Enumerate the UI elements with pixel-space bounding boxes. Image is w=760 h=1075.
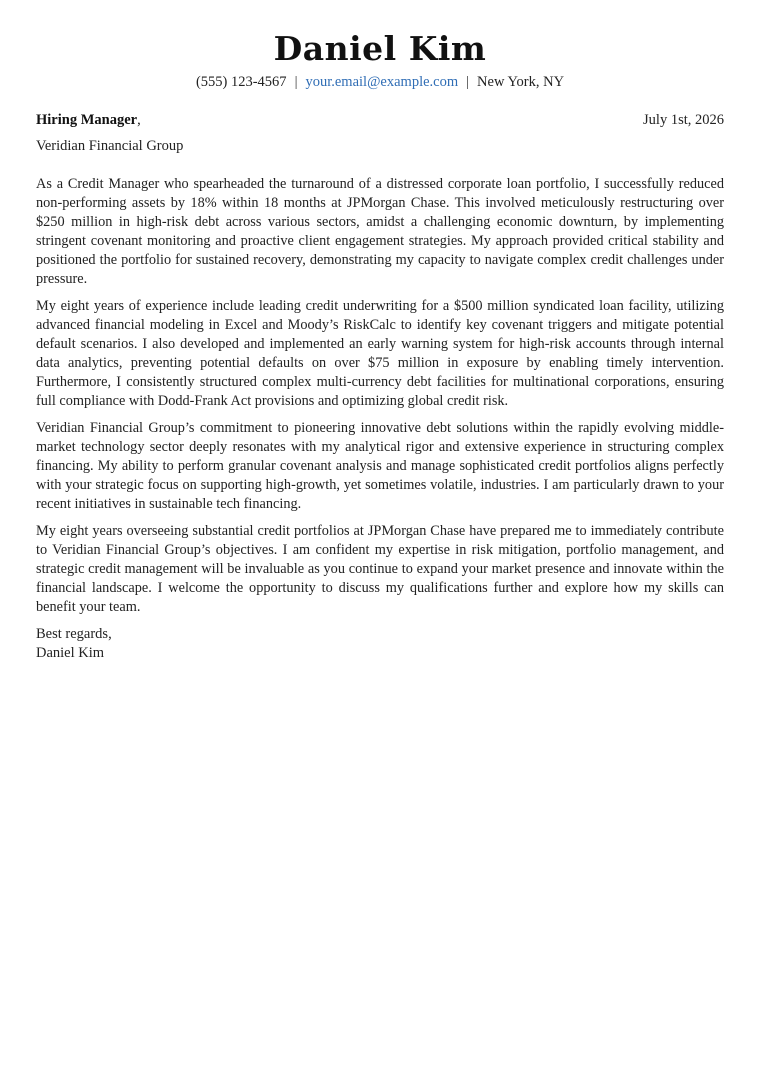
recipient-date-row bbox=[36, 111, 724, 130]
paragraph: Veridian Financial Group’s commitment to pioneering innovative debt solutions within the rapidly evolving middle-market technology sector deeply resonates with my analytical rigor and extensive experience in structuring complex financing. My ability to perform granular covenant analysis and manage sophisticated credit portfolios aligns perfectly with your strategic focus on supporting high-growth, yet sometimes volatile, industries. I am particularly drawn to your recent initiatives in sustainable tech financing. bbox=[36, 420, 724, 512]
recipient-punctuation: , bbox=[137, 112, 141, 128]
closing-block bbox=[36, 625, 724, 663]
separator: | bbox=[294, 74, 298, 90]
signature-name: Daniel Kim bbox=[36, 645, 105, 661]
recipient-title: Hiring Manager bbox=[36, 112, 138, 128]
location: New York, NY bbox=[477, 74, 565, 90]
applicant-name: Daniel Kim bbox=[273, 29, 487, 68]
letter-date: July 1st, 2026 bbox=[643, 112, 724, 128]
company-name: Veridian Financial Group bbox=[36, 138, 184, 154]
paragraph: My eight years of experience include leading credit underwriting for a $500 million syndicated loan facility, utilizing advanced financial modeling in Excel and Moody’s RiskCalc to identify key covenant triggers and mitigate potential default scenarios. I also developed and implemented an early warning system for high-risk accounts through internal data analytics, preventing potential defaults on over $75 million in exposure by enabling timely intervention. Furthermore, I consistently structured complex multi-currency debt facilities for multinational corporations, ensuring full compliance with Dodd-Frank Act provisions and optimizing global credit risk. bbox=[36, 298, 724, 409]
separator: | bbox=[466, 74, 470, 90]
paragraph: As a Credit Manager who spearheaded the turnaround of a distressed corporate loan portfolio, I successfully reduced non-performing assets by 18% within 18 months at JPMorgan Chase. This involved meticulously restructuring over $250 million in high-risk debt across various sectors, amidst a challenging economic downturn, by implementing stringent covenant monitoring and proactive client engagement strategies. My approach provided critical stability and positioned the portfolio for sustained recovery, demonstrating my capacity to navigate complex credit challenges under pressure. bbox=[36, 176, 724, 287]
phone-number: (555) 123-4567 bbox=[195, 74, 287, 90]
recipient-line bbox=[36, 111, 141, 130]
contact-line bbox=[36, 73, 724, 91]
paragraph: My eight years overseeing substantial credit portfolios at JPMorgan Chase have prepared me to immediately contribute to Veridian Financial Group’s objectives. I am confident my expertise in risk mitigation, portfolio management, and strategic credit management will be invaluable as you continue to expand your market presence and innovate within the financial landscape. I welcome the opportunity to discuss my qualifications further and explore how my skills can benefit your team. bbox=[36, 523, 724, 615]
letter-body bbox=[36, 175, 724, 617]
closing-salutation: Best regards, bbox=[36, 626, 112, 642]
email-link[interactable]: your.email@example.com bbox=[305, 74, 459, 90]
